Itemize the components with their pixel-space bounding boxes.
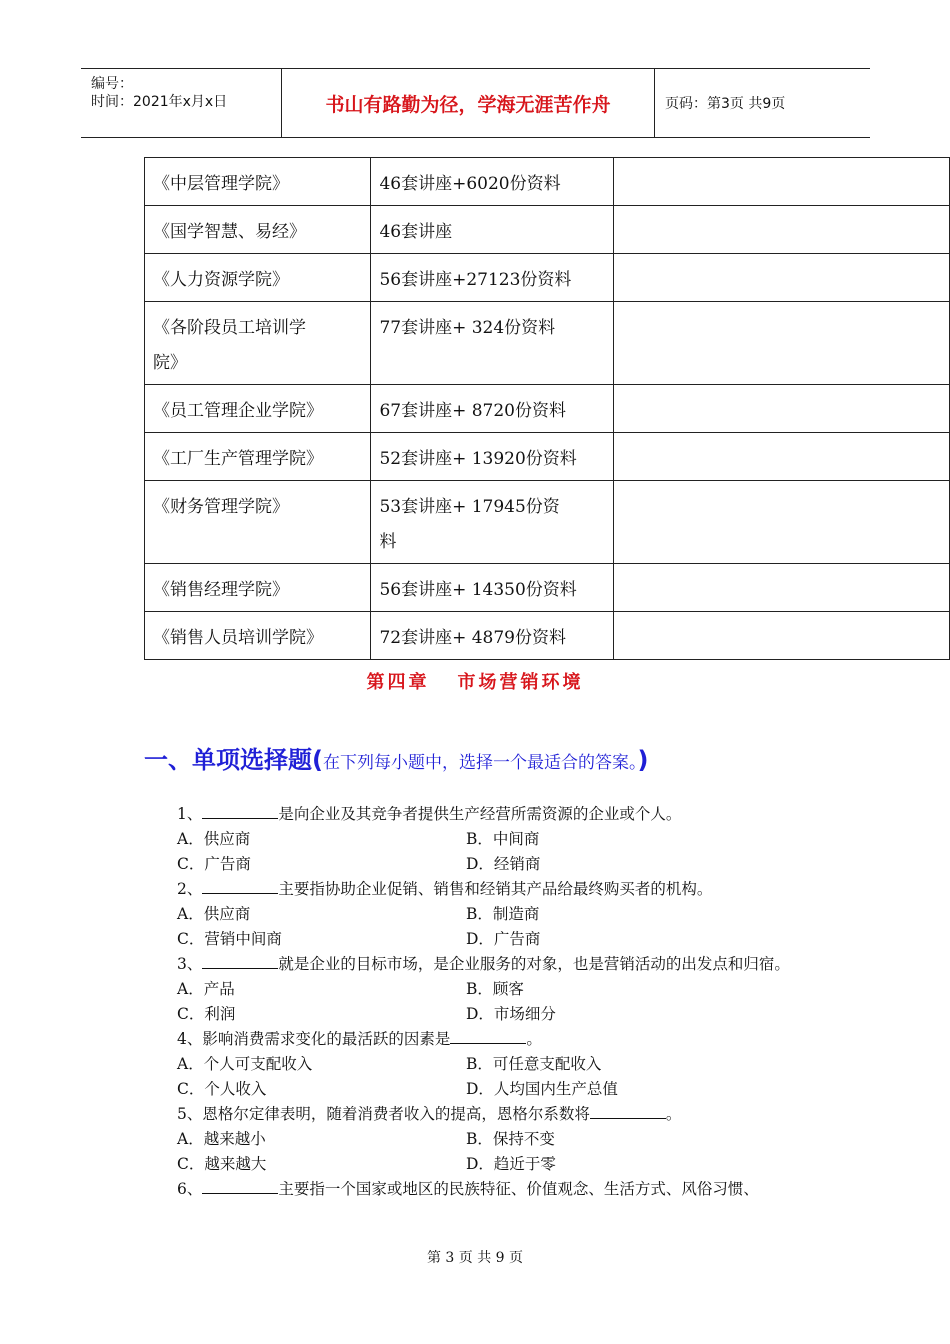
table-cell-name-line2: 院》 bbox=[153, 353, 187, 373]
options-row bbox=[144, 927, 824, 952]
section-note: 在下列每小题中，选择一个最适合的答案。 bbox=[322, 753, 638, 773]
table-cell-empty bbox=[613, 302, 949, 385]
question-4 bbox=[144, 1027, 824, 1052]
question-3 bbox=[144, 952, 809, 977]
option-a: A．供应商 bbox=[177, 905, 251, 923]
option-c: C．个人收入 bbox=[177, 1080, 267, 1098]
table-cell-name: 《工厂生产管理学院》 bbox=[145, 433, 371, 481]
question-text: 主要指协助企业促销、销售和经销其产品给最终购买者的机构。 bbox=[278, 880, 713, 898]
question-prefix: 6、 bbox=[177, 1180, 203, 1198]
option-b: B．顾客 bbox=[466, 980, 524, 998]
question-list bbox=[144, 802, 824, 1202]
section-title: 一、单项选择题( bbox=[144, 746, 323, 774]
question-1 bbox=[144, 802, 824, 827]
table-row bbox=[145, 254, 950, 302]
table-row bbox=[145, 433, 950, 481]
table-cell-name: 《中层管理学院》 bbox=[145, 158, 371, 206]
answer-blank bbox=[450, 1027, 526, 1044]
table-row bbox=[145, 302, 950, 385]
table-cell-empty bbox=[613, 385, 949, 433]
table-cell-name: 《人力资源学院》 bbox=[145, 254, 371, 302]
option-d: D．市场细分 bbox=[466, 1005, 556, 1023]
answer-blank bbox=[202, 952, 278, 969]
question-text: 就是企业的目标市场，是企业服务的对象，也是营销活动的出发点和归宿。 bbox=[278, 955, 790, 973]
question-prefix: 1、 bbox=[177, 805, 203, 823]
answer-blank bbox=[202, 1177, 278, 1194]
table-cell-desc: 67套讲座+ 8720份资料 bbox=[371, 385, 614, 433]
option-d: D．人均国内生产总值 bbox=[466, 1080, 618, 1098]
table-cell-empty bbox=[613, 564, 949, 612]
chapter-number: 第四章 bbox=[366, 672, 430, 693]
options-row bbox=[144, 1152, 824, 1177]
options-row bbox=[144, 1002, 824, 1027]
table-cell-name: 《销售人员培训学院》 bbox=[145, 612, 371, 660]
option-c: C．利润 bbox=[177, 1005, 236, 1023]
option-b: B．可任意支配收入 bbox=[466, 1055, 602, 1073]
question-text: 。 bbox=[665, 1105, 682, 1123]
question-prefix: 2、 bbox=[177, 880, 203, 898]
question-5 bbox=[144, 1102, 824, 1127]
options-row bbox=[144, 1127, 824, 1152]
question-prefix: 3、 bbox=[177, 955, 203, 973]
table-cell-desc-line1: 53套讲座+ 17945份资 bbox=[379, 497, 560, 517]
option-c: C．广告商 bbox=[177, 855, 251, 873]
table-cell-empty bbox=[613, 206, 949, 254]
table-cell-empty bbox=[613, 481, 949, 564]
option-b: B．中间商 bbox=[466, 830, 540, 848]
table-row bbox=[145, 612, 950, 660]
answer-blank bbox=[202, 802, 278, 819]
option-d: D．趋近于零 bbox=[466, 1155, 556, 1173]
section-heading bbox=[144, 740, 648, 775]
question-text: 。 bbox=[526, 1030, 542, 1048]
number-label: 编号： bbox=[91, 76, 133, 92]
table-cell-name-line1: 《各阶段员工培训学 bbox=[153, 318, 306, 338]
question-text: 主要指一个国家或地区的民族特征、价值观念、生活方式、风俗习惯、 bbox=[278, 1180, 759, 1198]
table-cell-empty bbox=[613, 433, 949, 481]
time-label: 时间：2021年x月x日 bbox=[91, 94, 228, 110]
table-cell-desc: 56套讲座+ 14350份资料 bbox=[371, 564, 614, 612]
table-row bbox=[145, 206, 950, 254]
chapter-title: 市场营销环境 bbox=[457, 672, 584, 693]
table-cell-name: 《财务管理学院》 bbox=[145, 481, 371, 564]
question-prefix: 4、影响消费需求变化的最活跃的因素是 bbox=[177, 1030, 451, 1048]
option-c: C．越来越大 bbox=[177, 1155, 267, 1173]
section-close: ) bbox=[637, 746, 649, 774]
page-footer: 第 3 页 共 9 页 bbox=[426, 1250, 524, 1266]
table-cell-name: 《销售经理学院》 bbox=[145, 564, 371, 612]
option-b: B．制造商 bbox=[466, 905, 540, 923]
options-row bbox=[144, 1077, 824, 1102]
table-cell-desc: 77套讲座+ 324份资料 bbox=[371, 302, 614, 385]
table-row bbox=[145, 385, 950, 433]
table-cell-name: 《员工管理企业学院》 bbox=[145, 385, 371, 433]
header-page-label: 页码：第3页 共9页 bbox=[665, 96, 786, 112]
header-motto: 书山有路勤为径，学海无涯苦作舟 bbox=[282, 69, 655, 137]
option-c: C．营销中间商 bbox=[177, 930, 282, 948]
table-cell-desc: 52套讲座+ 13920份资料 bbox=[371, 433, 614, 481]
table-row bbox=[145, 158, 950, 206]
answer-blank bbox=[202, 877, 278, 894]
header-meta bbox=[81, 69, 282, 137]
answer-blank bbox=[590, 1102, 666, 1119]
option-a: A．越来越小 bbox=[177, 1130, 266, 1148]
options-row bbox=[144, 902, 824, 927]
option-d: D．经销商 bbox=[466, 855, 541, 873]
table-cell-desc-line2: 料 bbox=[379, 532, 397, 552]
table-row bbox=[145, 481, 950, 564]
table-cell-empty bbox=[613, 254, 949, 302]
table-cell-name: 《国学智慧、易经》 bbox=[145, 206, 371, 254]
option-a: A．供应商 bbox=[177, 830, 251, 848]
table-row bbox=[145, 564, 950, 612]
question-6 bbox=[144, 1177, 824, 1202]
resource-table bbox=[144, 157, 950, 660]
option-a: A．产品 bbox=[177, 980, 235, 998]
table-cell-desc: 46套讲座+6020份资料 bbox=[371, 158, 614, 206]
chapter-heading bbox=[0, 668, 950, 694]
question-prefix: 5、恩格尔定律表明，随着消费者收入的提高，恩格尔系数将 bbox=[177, 1105, 590, 1123]
option-d: D．广告商 bbox=[466, 930, 541, 948]
page-header bbox=[81, 68, 870, 138]
table-cell-name bbox=[145, 302, 371, 385]
option-b: B．保持不变 bbox=[466, 1130, 555, 1148]
table-cell-desc: 56套讲座+27123份资料 bbox=[371, 254, 614, 302]
options-row bbox=[144, 852, 824, 877]
table-cell-empty bbox=[613, 158, 949, 206]
options-row bbox=[144, 1052, 824, 1077]
options-row bbox=[144, 977, 824, 1002]
option-a: A．个人可支配收入 bbox=[177, 1055, 313, 1073]
options-row bbox=[144, 827, 824, 852]
table-cell-desc: 46套讲座 bbox=[371, 206, 614, 254]
table-cell-desc: 72套讲座+ 4879份资料 bbox=[371, 612, 614, 660]
table-cell-desc bbox=[371, 481, 614, 564]
question-text: 是向企业及其竞争者提供生产经营所需资源的企业或个人。 bbox=[278, 805, 682, 823]
question-2 bbox=[144, 877, 824, 902]
table-cell-empty bbox=[613, 612, 949, 660]
